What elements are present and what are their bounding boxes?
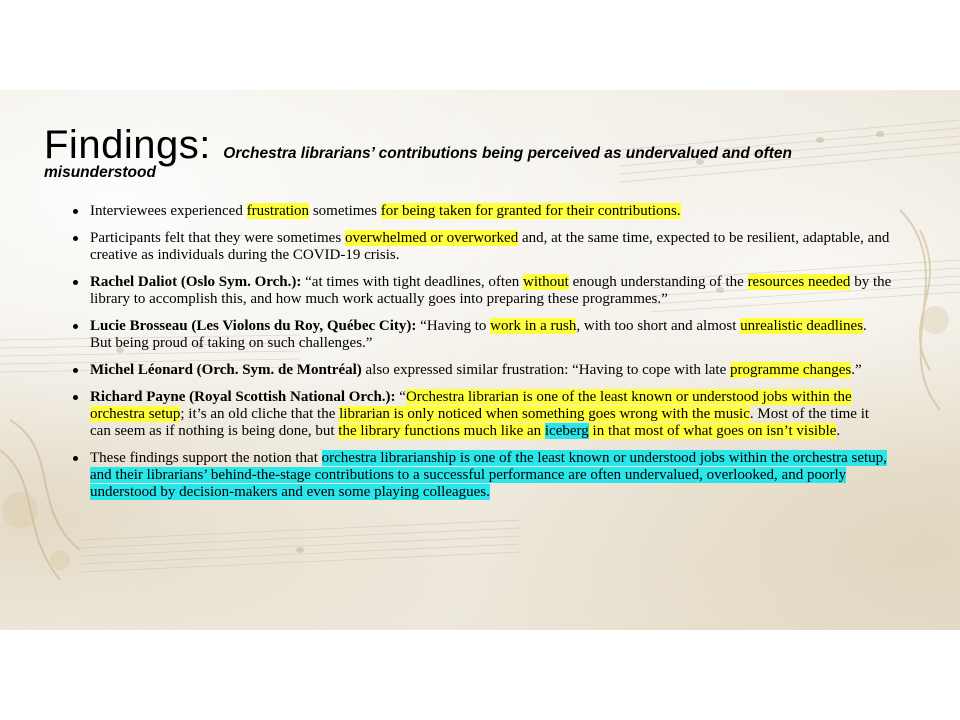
list-item [72, 230, 892, 264]
slide-title-block [44, 123, 920, 183]
text-segment: “Having to [416, 318, 491, 334]
text-segment: . Most of the time it can seem as if nothing is being done, but [90, 406, 870, 439]
cyan-highlighted-text: orchestra librarianship is one of the least known or understood jobs within the orchestra setup, and their librarians’ behind-the-stage contributions to a successful performance are often undervalued, overlooked, and poorly understood by decision-makers and even some playing colleagues. [90, 450, 887, 500]
highlighted-text: frustration [246, 203, 310, 219]
highlighted-text: the library functions much like an [338, 423, 545, 439]
list-item [72, 362, 892, 379]
highlighted-text: overwhelmed or overworked [344, 230, 519, 246]
speaker-name: Richard Payne (Royal Scottish National Orch.): [90, 389, 396, 405]
highlighted-text: in that most of what goes on isn’t visible [588, 423, 837, 439]
text-segment: . [836, 423, 841, 439]
text-segment: by the library to accomplish this, and how much work actually goes into preparing these programmes.” [90, 274, 892, 307]
slide [0, 90, 960, 630]
findings-list [72, 203, 892, 511]
slide-title: Findings: [44, 123, 211, 167]
text-segment: Interviewees experienced [90, 203, 247, 219]
text-segment: .” [851, 362, 862, 378]
text-segment: “ [395, 389, 406, 405]
text-segment: Participants felt that they were sometimes [90, 230, 345, 246]
cyan-highlighted-text: iceberg [544, 423, 589, 439]
speaker-name: Michel Léonard (Orch. Sym. de Montréal) [90, 362, 362, 378]
list-item [72, 389, 892, 440]
highlighted-text: librarian is only noticed when something goes wrong with the music [339, 406, 750, 422]
highlighted-text: work in a rush [490, 318, 577, 334]
list-item [72, 274, 892, 308]
list-item [72, 318, 892, 352]
speaker-name: Lucie Brosseau (Les Violons du Roy, Québec City): [90, 318, 417, 334]
speaker-name: Rachel Daliot (Oslo Sym. Orch.): [90, 274, 302, 290]
highlighted-text: unrealistic deadlines [740, 318, 864, 334]
list-item [72, 203, 892, 220]
text-segment: enough understanding of the [568, 274, 748, 290]
text-segment: sometimes [309, 203, 381, 219]
text-segment: and, at the same time, expected to be resilient, adaptable, and creative as individuals during the COVID-19 crisis. [90, 230, 890, 263]
text-segment: , with too short and almost [576, 318, 741, 334]
highlighted-text: without [523, 274, 569, 290]
text-segment: . But being proud of taking on such challenges.” [90, 318, 867, 351]
highlighted-text: resources needed [747, 274, 851, 290]
highlighted-text: for being taken for granted for their contributions. [380, 203, 681, 219]
list-item [72, 450, 892, 501]
text-segment: These findings support the notion that [90, 450, 322, 466]
highlighted-text: Orchestra librarian is one of the least known or understood jobs within the orchestra setup [90, 389, 852, 422]
text-segment: ; it’s an old cliche that the [180, 406, 340, 422]
text-segment: “at times with tight deadlines, often [301, 274, 523, 290]
highlighted-text: programme changes [730, 362, 852, 378]
slide-subtitle-wrap: misunderstood [44, 164, 156, 181]
slide-subtitle: Orchestra librarians’ contributions being perceived as undervalued and often [223, 145, 793, 162]
text-segment: also expressed similar frustration: “Having to cope with late [361, 362, 730, 378]
